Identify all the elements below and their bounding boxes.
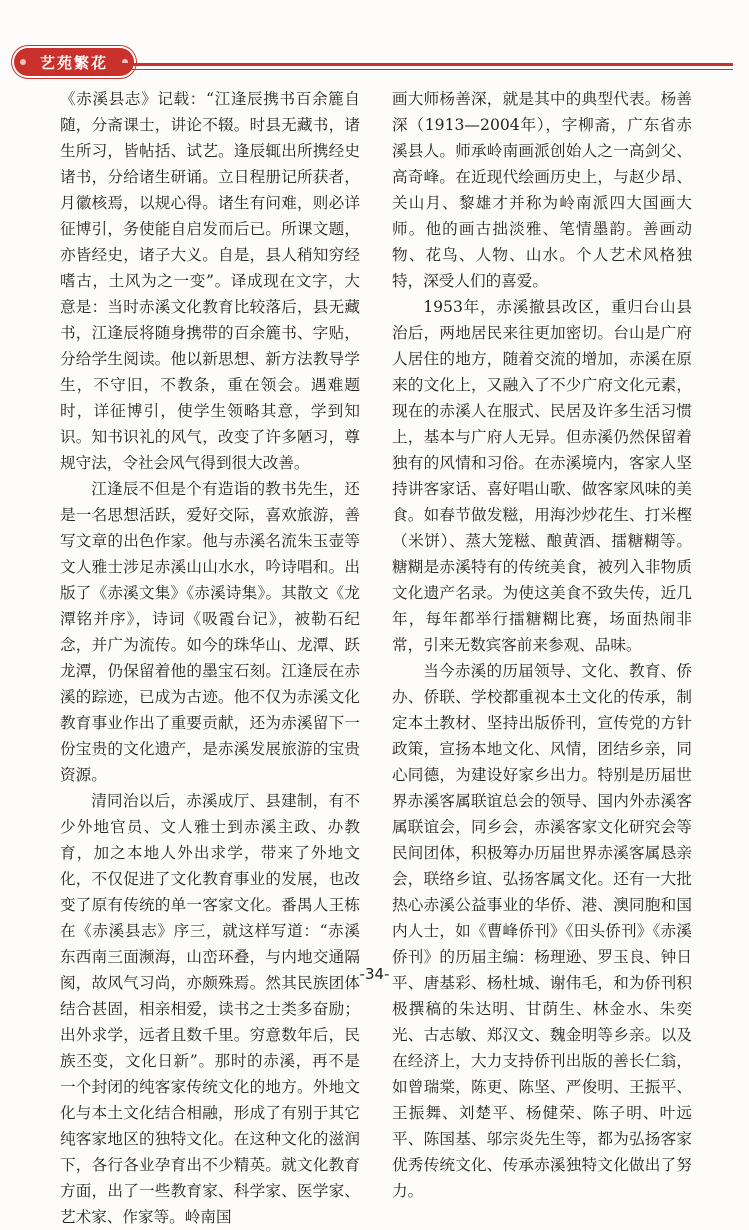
right-column (392, 86, 692, 1204)
header-rule-thick (120, 63, 733, 66)
column-tag-label: 艺苑繁花 (39, 53, 108, 72)
column-tag (14, 48, 134, 76)
paragraph: 当今赤溪的历届领导、文化、教育、侨办、侨联、学校都重视本土文化的传承，制定本土教材、坚持出版侨刊，宣传党的方针政策，宣扬本地文化、风情，团结乡亲，同心同德，为建设好家乡出力。特别是历届世界赤溪客属联谊总会的领导、国内外赤溪客属联谊会，同乡会，赤溪客家文化研究会等民间团体，积极筹办历届世界赤溪客属恳亲会，联络乡谊、弘扬客属文化。还有一大批热心赤溪公益事业的华侨、港、澳同胞和国内人士，如《曹峰侨刊》《田头侨刊》《赤溪侨刊》的历届主编：杨理逊、罗玉良、钟日平、唐基彩、杨杜城、谢伟毛，和为侨刊积极撰稿的朱达明、甘荫生、林金水、朱奕光、古志敏、郑汉文、魏金明等乡亲。以及在经济上，大力支持侨刊出版的善长仁翁，如曾瑞棠，陈更、陈坚、严俊明、王振平、王振舞、刘楚平、杨健荣、陈子明、叶远平、陈国基、邬宗炎先生等，都为弘扬客家优秀传统文化、传承赤溪独特文化做出了努力。 (392, 662, 692, 1200)
page-number: -34- (359, 965, 390, 983)
paragraph: 江逢辰不但是个有造诣的教书先生，还是一名思想活跃，爱好交际，喜欢旅游，善写文章的出色作家。他与赤溪名流朱玉壶等文人雅士涉足赤溪山山水水，吟诗唱和。出版了《赤溪文集》《赤溪诗集》。其散文《龙潭铭并序》，诗词《吸霞台记》，被勒石纪念，并广为流传。如今的珠华山、龙潭、跃龙潭，仍保留着他的墨宝石刻。江逢辰在赤溪的踪迹，已成为古迹。他不仅为赤溪文化教育事业作出了重要贡献，还为赤溪留下一份宝贵的文化遗产，是赤溪发展旅游的宝贵资源。 (60, 480, 360, 784)
page-header (0, 0, 749, 80)
tag-dot-left (20, 59, 26, 65)
paragraph: 1953年，赤溪撤县改区，重归台山县治后，两地居民来往更加密切。台山是广府人居住的地方，随着交流的增加，赤溪在原来的文化上，又融入了不少广府文化元素，现在的赤溪人在服式、民居及许多生活习惯上，基本与广府人无异。但赤溪仍然保留着独有的风情和习俗。在赤溪境内，客家人坚持讲客家话、喜好唱山歌、做客家风味的美食。如春节做发糍，用海沙炒花生、打米樫（米饼）、蒸大笼糍、酿黄酒、擂糖糊等。糖糊是赤溪特有的传统美食，被列入非物质文化遗产名录。为使这美食不致失传，近几年，每年都举行擂糖糊比赛，场面热闹非常，引来无数宾客前来参观、品味。 (392, 298, 692, 654)
paragraph: 清同治以后，赤溪成厅、县建制，有不少外地官员、文人雅士到赤溪主政、办教育，加之本地人外出求学，带来了外地文化，不仅促进了文化教育事业的发展，也改变了原有传统的单一客家文化。番禺人王栋在《赤溪县志》序三，就这样写道：“赤溪东西南三面濒海，山峦环叠，与内地交通隔阂，故风气习尚，亦颇殊焉。然其民族团体结合甚固，相亲相爱，读书之士类多奋励；出外求学，远者且数千里。穷意数年后，民族丕变，文化日新”。那时的赤溪，再不是一个封闭的纯客家传统文化的地方。外地文化与本土文化结合相融，形成了有别于其它纯客家地区的独特文化。在这种文化的滋润下，各行各业孕育出不少精英。就文化教育方面，出了一些教育家、科学家、医学家、艺术家、作家等。岭南国 (60, 792, 360, 1226)
header-rule-thin (120, 69, 733, 70)
paragraph: 《赤溪县志》记载：“江逢辰携书百余簏自随，分斋课士，讲论不辍。时县无藏书，诸生所习，皆帖括、试艺。逢辰辄出所携经史诸书，分给诸生研诵。立日程册记所获者，月徽核焉，以规心得。诸生有问难，则必详征博引，务使能自启发而后已。所课文题，亦皆经史，诸子大义。自是，县人稍知穷经嗜古，土风为之一变”。译成现在文字，大意是：当时赤溪文化教育比较落后，县无藏书，江逢辰将随身携带的百余簏书、字贴，分给学生阅读。他以新思想、新方法教导学生，不守旧，不教条，重在领会。遇难题时，详征博引，使学生领略其意，学到知识。知书识礼的风气，改变了许多陋习，尊规守法，令社会风气得到很大改善。 (60, 90, 360, 472)
left-column (60, 86, 360, 1230)
paragraph-continuation: 画大师杨善深，就是其中的典型代表。杨善深（1913—2004年），字柳斋，广东省赤溪县人。师承岭南画派创始人之一高剑父、高奇峰。在近现代绘画历史上，与赵少昂、关山月、黎雄才并称为岭南派四大国画大师。他的画古拙淡雅、笔情墨韵。善画动物、花鸟、人物、山水。个人艺术风格独特，深受人们的喜爱。 (392, 90, 692, 290)
